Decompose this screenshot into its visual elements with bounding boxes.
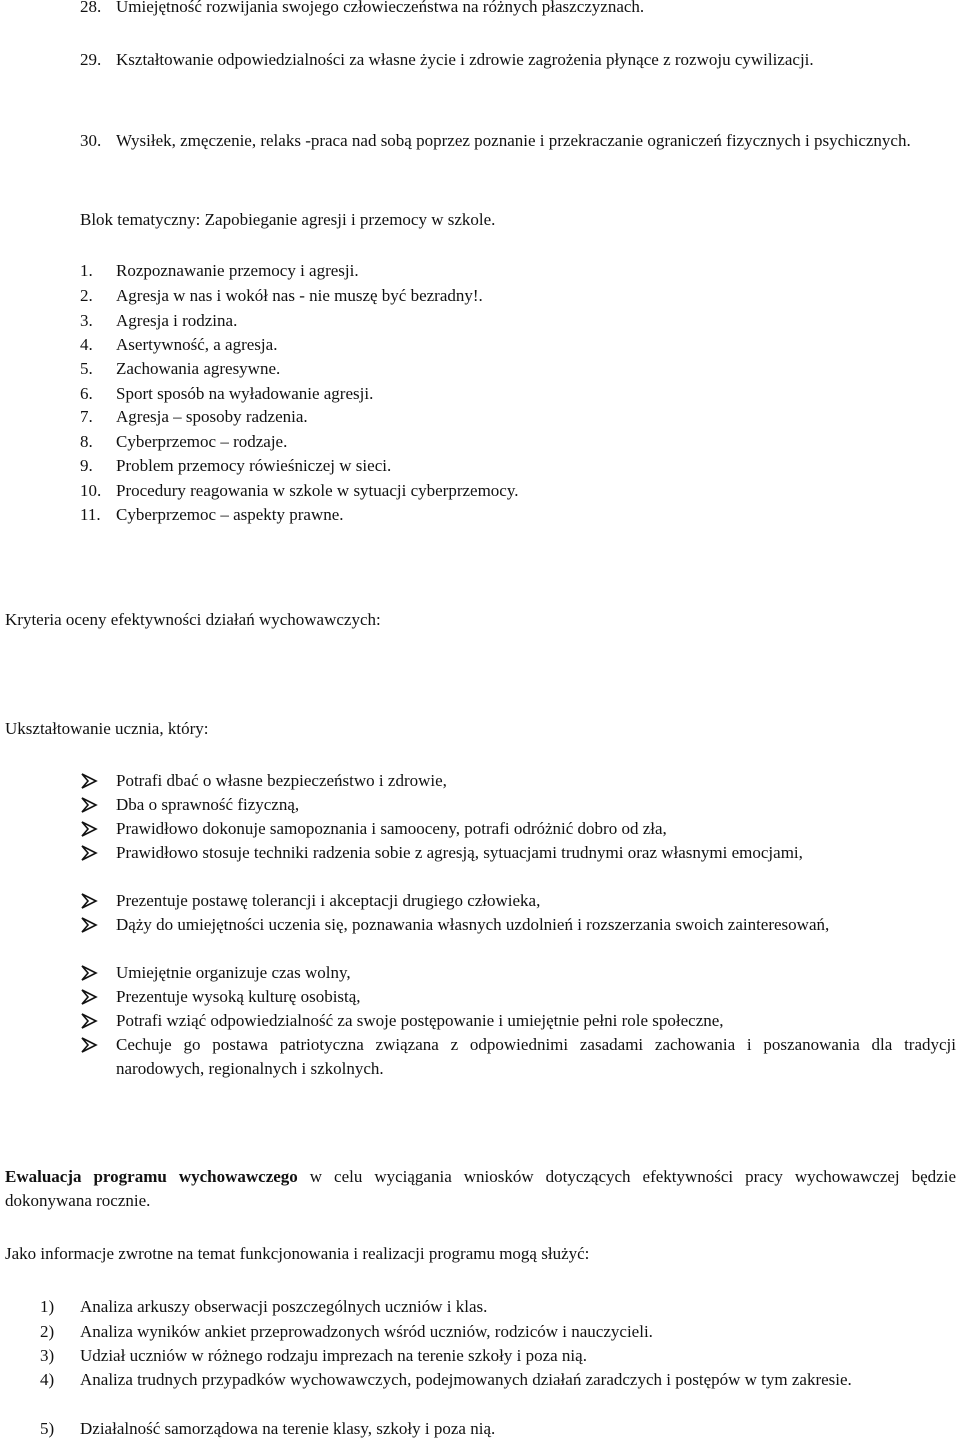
- arrow-bullet-icon: [80, 820, 98, 838]
- arrow-bullet-icon: [80, 796, 98, 814]
- intro-item-29-number: 29.: [80, 50, 102, 69]
- bullet-item-text: Cechuje go postawa patriotyczna związana z odpowiednimi zasadami zachowania i poszanowania dla tradycji narodowych, regionalnych i szkolnych.: [116, 1035, 956, 1078]
- block-item-text: Zachowania agresywne.: [116, 359, 281, 378]
- intro-item-30-number: 30.: [80, 131, 102, 150]
- block-item-number: 10.: [80, 481, 102, 500]
- block-item-number: 1.: [80, 261, 93, 280]
- arrow-bullet-icon: [80, 964, 98, 982]
- block-item-number: 2.: [80, 286, 93, 305]
- feedback-item-text: Analiza trudnych przypadków wychowawczych, podejmowanych działań zaradczych i postępów w tym zakresie.: [80, 1370, 852, 1389]
- intro-item-28-number: 28.: [80, 0, 102, 16]
- block-item-text: Cyberprzemoc – aspekty prawne.: [116, 505, 344, 524]
- block-item-number: 6.: [80, 384, 93, 403]
- feedback-item-number: 1): [40, 1297, 55, 1316]
- arrow-bullet-icon: [80, 988, 98, 1006]
- arrow-bullet-icon: [80, 1036, 98, 1054]
- block-item-number: 5.: [80, 359, 93, 378]
- bullet-item-text: Dba o sprawność fizyczną,: [116, 795, 300, 814]
- bullet-item-text: Umiejętnie organizuje czas wolny,: [116, 963, 351, 982]
- bullet-item-text: Potrafi dbać o własne bezpieczeństwo i zdrowie,: [116, 771, 447, 790]
- intro-item-28-text: Umiejętność rozwijania swojego człowieczeństwa na różnych płaszczyznach.: [116, 0, 645, 16]
- block-item-text: Rozpoznawanie przemocy i agresji.: [116, 261, 359, 280]
- bullet-item-text: Prezentuje wysoką kulturę osobistą,: [116, 987, 361, 1006]
- bullet-item-text: Prawidłowo stosuje techniki radzenia sobie z agresją, sytuacjami trudnymi oraz własnymi emocjami,: [116, 843, 803, 862]
- block-item-text: Procedury reagowania w szkole w sytuacji cyberprzemocy.: [116, 481, 519, 500]
- block-item-number: 3.: [80, 311, 93, 330]
- evaluation-rest: w celu wyciągania wniosków dotyczących efektywności pracy wychowawczej będzie dokonywana rocznie.: [5, 1167, 956, 1210]
- block-item-text: Agresja – sposoby radzenia.: [116, 407, 308, 426]
- bullet-item-text: Dąży do umiejętności uczenia się, poznawania własnych uzdolnień i rozszerzania swoich zainteresowań,: [116, 915, 830, 934]
- feedback-item-number: 3): [40, 1346, 55, 1365]
- block-item-text: Cyberprzemoc – rodzaje.: [116, 432, 288, 451]
- block-item-number: 4.: [80, 335, 93, 354]
- bullet-item-text: Potrafi wziąć odpowiedzialność za swoje postępowanie i umiejętnie pełni role społeczne,: [116, 1011, 724, 1030]
- block-item-number: 8.: [80, 432, 93, 451]
- feedback-item-text: Działalność samorządowa na terenie klasy, szkoły i poza nią.: [80, 1419, 496, 1438]
- arrow-bullet-icon: [80, 1012, 98, 1030]
- bullet-item-text: Prawidłowo dokonuje samopoznania i samooceny, potrafi odróżnić dobro od zła,: [116, 819, 667, 838]
- block-item-number: 7.: [80, 407, 93, 426]
- block-item-number: 9.: [80, 456, 93, 475]
- block-item-text: Sport sposób na wyładowanie agresji.: [116, 384, 374, 403]
- bullet-item-text: Prezentuje postawę tolerancji i akceptacji drugiego człowieka,: [116, 891, 541, 910]
- feedback-item-number: 2): [40, 1322, 55, 1341]
- arrow-bullet-icon: [80, 772, 98, 790]
- feedback-item-number: 5): [40, 1419, 55, 1438]
- feedback-intro: Jako informacje zwrotne na temat funkcjonowania i realizacji programu mogą służyć:: [5, 1244, 590, 1263]
- block-item-text: Asertywność, a agresja.: [116, 335, 278, 354]
- arrow-bullet-icon: [80, 892, 98, 910]
- arrow-bullet-icon: [80, 844, 98, 862]
- feedback-item-text: Analiza wyników ankiet przeprowadzonych wśród uczniów, rodziców i nauczycieli.: [80, 1322, 653, 1341]
- intro-item-30-text: Wysiłek, zmęczenie, relaks -praca nad sobą poprzez poznanie i przekraczanie ograniczeń fizycznych i psychicznych.: [116, 131, 911, 150]
- block-item-number: 11.: [80, 505, 101, 524]
- block-item-text: Agresja i rodzina.: [116, 311, 238, 330]
- feedback-item-number: 4): [40, 1370, 55, 1389]
- block-item-text: Problem przemocy rówieśniczej w sieci.: [116, 456, 392, 475]
- evaluation-bold: Ewaluacja programu wychowawczego: [5, 1167, 298, 1186]
- feedback-item-text: Analiza arkuszy obserwacji poszczególnych uczniów i klas.: [80, 1297, 488, 1316]
- arrow-bullet-icon: [80, 916, 98, 934]
- block-heading: Blok tematyczny: Zapobieganie agresji i przemocy w szkole.: [80, 210, 496, 229]
- feedback-item-text: Udział uczniów w różnego rodzaju imprezach na terenie szkoły i poza nią.: [80, 1346, 587, 1365]
- evaluation-paragraph: [5, 1165, 956, 1213]
- criteria-heading: Kryteria oceny efektywności działań wychowawczych:: [5, 610, 381, 629]
- intro-item-29-text: Kształtowanie odpowiedzialności za własne życie i zdrowie zagrożenia płynące z rozwoju cywilizacji.: [116, 50, 814, 69]
- block-item-text: Agresja w nas i wokół nas - nie muszę być bezradny!.: [116, 286, 483, 305]
- student-heading: Ukształtowanie ucznia, który:: [5, 719, 209, 738]
